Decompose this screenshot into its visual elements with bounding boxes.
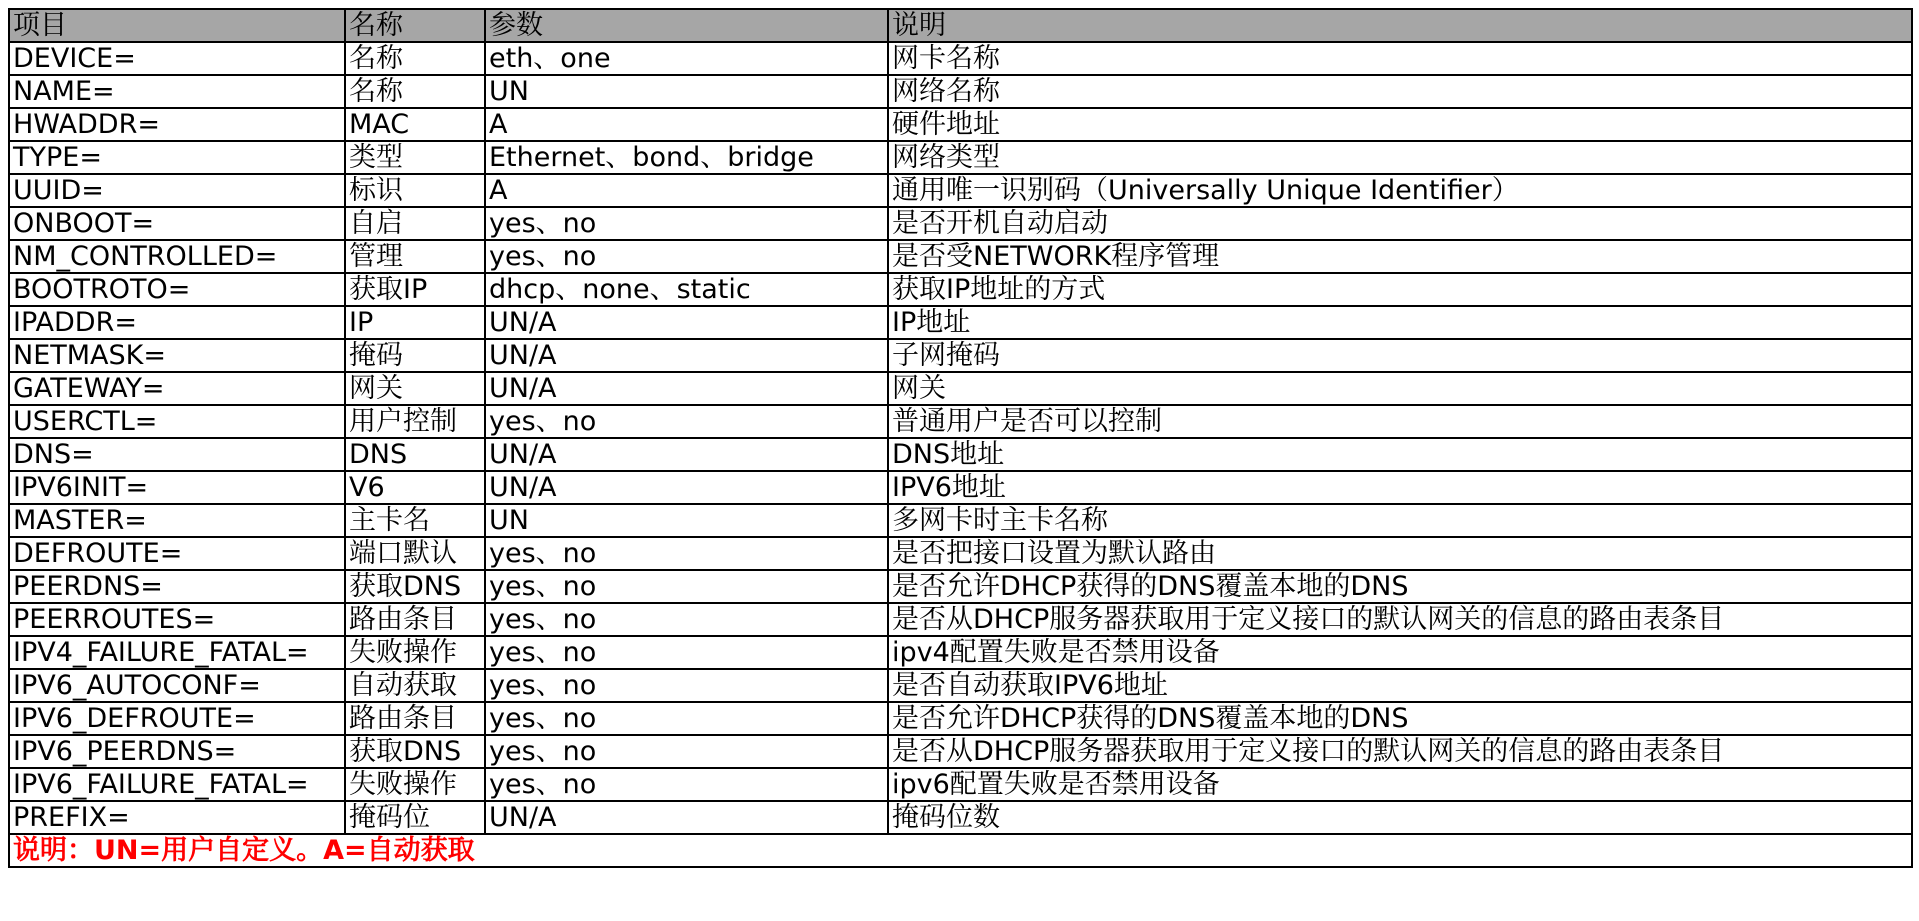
cell-name: 掩码位: [345, 801, 485, 834]
cell-param: UN/A: [485, 471, 888, 504]
cell-item: IPV6INIT=: [9, 471, 345, 504]
cell-name: 自动获取: [345, 669, 485, 702]
cell-param: yes、no: [485, 768, 888, 801]
cell-param: UN/A: [485, 801, 888, 834]
cell-name: 端口默认: [345, 537, 485, 570]
cell-param: yes、no: [485, 603, 888, 636]
cell-description: 是否自动获取IPV6地址: [888, 669, 1912, 702]
cell-description: 获取IP地址的方式: [888, 273, 1912, 306]
header-row: [9, 9, 1912, 42]
cell-param: UN/A: [485, 372, 888, 405]
cell-name: 路由条目: [345, 603, 485, 636]
table-row: [9, 801, 1912, 834]
cell-description: 是否开机自动启动: [888, 207, 1912, 240]
cell-param: Ethernet、bond、bridge: [485, 141, 888, 174]
cell-item: BOOTROTO=: [9, 273, 345, 306]
config-table: [8, 8, 1913, 868]
footnote-row: [9, 834, 1912, 867]
table-row: [9, 372, 1912, 405]
cell-description: 硬件地址: [888, 108, 1912, 141]
cell-description: 是否把接口设置为默认路由: [888, 537, 1912, 570]
cell-name: 失败操作: [345, 636, 485, 669]
table-row: [9, 141, 1912, 174]
cell-name: 主卡名: [345, 504, 485, 537]
cell-item: GATEWAY=: [9, 372, 345, 405]
table-footer: [9, 834, 1912, 867]
cell-description: IPV6地址: [888, 471, 1912, 504]
cell-item: UUID=: [9, 174, 345, 207]
cell-description: 网络类型: [888, 141, 1912, 174]
cell-description: 是否从DHCP服务器获取用于定义接口的默认网关的信息的路由表条目: [888, 735, 1912, 768]
cell-item: NM_CONTROLLED=: [9, 240, 345, 273]
header-cell-param: 参数: [485, 9, 888, 42]
cell-param: UN: [485, 75, 888, 108]
cell-description: IP地址: [888, 306, 1912, 339]
table-row: [9, 504, 1912, 537]
table-row: [9, 438, 1912, 471]
table-row: [9, 273, 1912, 306]
footnote: 说明：UN=用户自定义。A=自动获取: [9, 834, 1912, 867]
cell-item: DNS=: [9, 438, 345, 471]
cell-name: 用户控制: [345, 405, 485, 438]
cell-description: 网关: [888, 372, 1912, 405]
cell-name: 路由条目: [345, 702, 485, 735]
table-row: [9, 306, 1912, 339]
cell-name: 类型: [345, 141, 485, 174]
table-row: [9, 339, 1912, 372]
cell-name: 获取DNS: [345, 735, 485, 768]
cell-param: UN/A: [485, 339, 888, 372]
cell-item: DEVICE=: [9, 42, 345, 75]
table-row: [9, 405, 1912, 438]
cell-item: MASTER=: [9, 504, 345, 537]
cell-name: DNS: [345, 438, 485, 471]
cell-param: yes、no: [485, 735, 888, 768]
table-row: [9, 702, 1912, 735]
cell-description: 多网卡时主卡名称: [888, 504, 1912, 537]
cell-param: dhcp、none、static: [485, 273, 888, 306]
cell-name: 网关: [345, 372, 485, 405]
cell-param: A: [485, 108, 888, 141]
cell-item: NAME=: [9, 75, 345, 108]
table-row: [9, 42, 1912, 75]
cell-description: 网卡名称: [888, 42, 1912, 75]
cell-name: 管理: [345, 240, 485, 273]
header-cell-item: 项目: [9, 9, 345, 42]
cell-param: A: [485, 174, 888, 207]
table-row: [9, 669, 1912, 702]
cell-description: DNS地址: [888, 438, 1912, 471]
cell-name: 名称: [345, 42, 485, 75]
cell-param: yes、no: [485, 702, 888, 735]
cell-description: 通用唯一识别码（Universally Unique Identifier）: [888, 174, 1912, 207]
header-cell-description: 说明: [888, 9, 1912, 42]
cell-param: UN/A: [485, 438, 888, 471]
cell-item: PEERROUTES=: [9, 603, 345, 636]
cell-param: yes、no: [485, 570, 888, 603]
cell-param: UN: [485, 504, 888, 537]
cell-param: yes、no: [485, 405, 888, 438]
cell-name: V6: [345, 471, 485, 504]
table-row: [9, 735, 1912, 768]
cell-name: 获取DNS: [345, 570, 485, 603]
cell-item: PREFIX=: [9, 801, 345, 834]
cell-name: IP: [345, 306, 485, 339]
cell-param: eth、one: [485, 42, 888, 75]
cell-item: DEFROUTE=: [9, 537, 345, 570]
cell-name: MAC: [345, 108, 485, 141]
table-row: [9, 603, 1912, 636]
table-row: [9, 471, 1912, 504]
cell-description: 是否受NETWORK程序管理: [888, 240, 1912, 273]
table-row: [9, 174, 1912, 207]
table-row: [9, 240, 1912, 273]
table-row: [9, 108, 1912, 141]
cell-param: yes、no: [485, 240, 888, 273]
cell-description: 是否从DHCP服务器获取用于定义接口的默认网关的信息的路由表条目: [888, 603, 1912, 636]
cell-param: yes、no: [485, 537, 888, 570]
cell-description: 是否允许DHCP获得的DNS覆盖本地的DNS: [888, 702, 1912, 735]
cell-param: UN/A: [485, 306, 888, 339]
cell-param: yes、no: [485, 636, 888, 669]
cell-description: 子网掩码: [888, 339, 1912, 372]
cell-description: 是否允许DHCP获得的DNS覆盖本地的DNS: [888, 570, 1912, 603]
table-header: [9, 9, 1912, 42]
cell-description: 普通用户是否可以控制: [888, 405, 1912, 438]
table-row: [9, 768, 1912, 801]
cell-description: ipv4配置失败是否禁用设备: [888, 636, 1912, 669]
cell-name: 名称: [345, 75, 485, 108]
cell-item: NETMASK=: [9, 339, 345, 372]
cell-param: yes、no: [485, 669, 888, 702]
cell-item: USERCTL=: [9, 405, 345, 438]
cell-description: 网络名称: [888, 75, 1912, 108]
cell-item: TYPE=: [9, 141, 345, 174]
cell-name: 失败操作: [345, 768, 485, 801]
cell-item: IPV6_AUTOCONF=: [9, 669, 345, 702]
cell-item: IPV6_DEFROUTE=: [9, 702, 345, 735]
header-cell-name: 名称: [345, 9, 485, 42]
table-row: [9, 570, 1912, 603]
table-row: [9, 636, 1912, 669]
cell-description: 掩码位数: [888, 801, 1912, 834]
cell-item: IPV4_FAILURE_FATAL=: [9, 636, 345, 669]
cell-item: IPADDR=: [9, 306, 345, 339]
table-body: [9, 42, 1912, 834]
cell-item: ONBOOT=: [9, 207, 345, 240]
cell-item: IPV6_FAILURE_FATAL=: [9, 768, 345, 801]
cell-item: HWADDR=: [9, 108, 345, 141]
cell-name: 自启: [345, 207, 485, 240]
table-row: [9, 207, 1912, 240]
cell-name: 标识: [345, 174, 485, 207]
cell-item: PEERDNS=: [9, 570, 345, 603]
table-row: [9, 537, 1912, 570]
cell-param: yes、no: [485, 207, 888, 240]
cell-description: ipv6配置失败是否禁用设备: [888, 768, 1912, 801]
cell-name: 掩码: [345, 339, 485, 372]
cell-item: IPV6_PEERDNS=: [9, 735, 345, 768]
table-row: [9, 75, 1912, 108]
cell-name: 获取IP: [345, 273, 485, 306]
